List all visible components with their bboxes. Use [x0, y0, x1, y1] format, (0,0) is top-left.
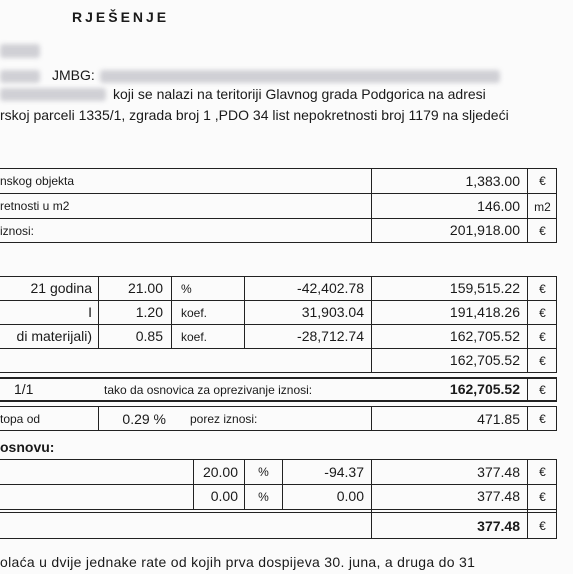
table2-row2-unit: € — [539, 306, 546, 320]
redacted-jmbg — [100, 70, 500, 83]
table2-row3-unit: € — [539, 330, 546, 344]
table2-row3-adj: -28,712.74 — [297, 328, 364, 344]
table1-row3-label: iznosi: — [0, 224, 35, 238]
table3-row1-unit: € — [539, 465, 546, 479]
basis-share: 1/1 — [14, 381, 34, 397]
table2-row2-kind: koef. — [181, 306, 208, 320]
table2-row1-kind: % — [181, 282, 192, 296]
table3-row2-value: 377.48 — [477, 488, 520, 504]
table3-row1-kind: % — [258, 465, 269, 479]
table2-row1-coef: 21.00 — [127, 280, 163, 296]
table2-subtotal-value: 162,705.52 — [449, 352, 520, 368]
payment-text: olaća u dvije jednake rate od kojih prva dospijeva 30. juna, a druga do 31 — [0, 554, 476, 570]
table2-row2-label: I — [88, 304, 92, 320]
redacted-owner — [0, 88, 106, 101]
table1-row2-value: 146.00 — [477, 198, 520, 214]
table1-row1-label: nskog objekta — [0, 174, 75, 188]
table1-row2-unit: m2 — [534, 200, 551, 214]
tax-label: topa od — [0, 412, 41, 426]
table2-row3-value: 162,705.52 — [449, 328, 520, 344]
table3-row2-pct: 0.00 — [210, 488, 238, 504]
tax-value: 471.85 — [477, 411, 520, 427]
table1-row3-unit: € — [539, 224, 546, 238]
table3-row2-unit: € — [539, 490, 546, 504]
table3-row2-kind: % — [258, 490, 269, 504]
table3-total-unit: € — [539, 519, 546, 533]
basis-text: tako da osnovica za oprezivanje iznosi: — [104, 383, 313, 397]
location-text: koji se nalazi na teritoriji Glavnog grada Podgorica na adresi — [113, 86, 486, 102]
tax-text: porez iznosi: — [190, 412, 258, 426]
table1-row2-label: retnosti u m2 — [0, 199, 70, 213]
basis-unit: € — [539, 383, 546, 397]
table2-row1-value: 159,515.22 — [449, 280, 520, 296]
table2-row3-label: di materijali) — [16, 328, 92, 344]
table1-row1-value: 1,383.00 — [465, 173, 520, 189]
table2-subtotal-unit: € — [539, 354, 546, 368]
table2-row1-adj: -42,402.78 — [297, 280, 364, 296]
table2-row1-unit: € — [539, 282, 546, 296]
table3-total-value: 377.48 — [477, 518, 520, 534]
basis-value: 162,705.52 — [449, 381, 520, 397]
table2-row2-adj: 31,903.04 — [301, 304, 364, 320]
table3-row1-value: 377.48 — [477, 464, 520, 480]
table3-row2-adj: 0.00 — [336, 488, 364, 504]
table2-row2-value: 191,418.26 — [449, 304, 520, 320]
tax-unit: € — [539, 412, 546, 426]
table2-row3-kind: koef. — [181, 330, 208, 344]
table2-row1-label: 21 godina — [30, 280, 92, 296]
jmbg-label: JMBG: — [52, 67, 95, 83]
parcel-text: rskoj parceli 1335/1, zgrada broj 1 ,PDO 34 list nepokretnosti broj 1179 na sljedeći — [0, 107, 509, 123]
document-title: RJEŠENJE — [72, 9, 170, 25]
section-heading: osnovu: — [0, 439, 55, 455]
table2-row2-coef: 1.20 — [135, 304, 163, 320]
table2-row3-coef: 0.85 — [135, 328, 163, 344]
table3-row1-pct: 20.00 — [202, 464, 238, 480]
tax-rate: 0.29 % — [122, 411, 166, 427]
redacted-name — [0, 44, 40, 58]
table1-row1-unit: € — [539, 174, 546, 188]
table1-row3-value: 201,918.00 — [449, 222, 520, 238]
table3-row1-adj: -94.37 — [324, 464, 364, 480]
redacted-name-part — [0, 70, 40, 83]
